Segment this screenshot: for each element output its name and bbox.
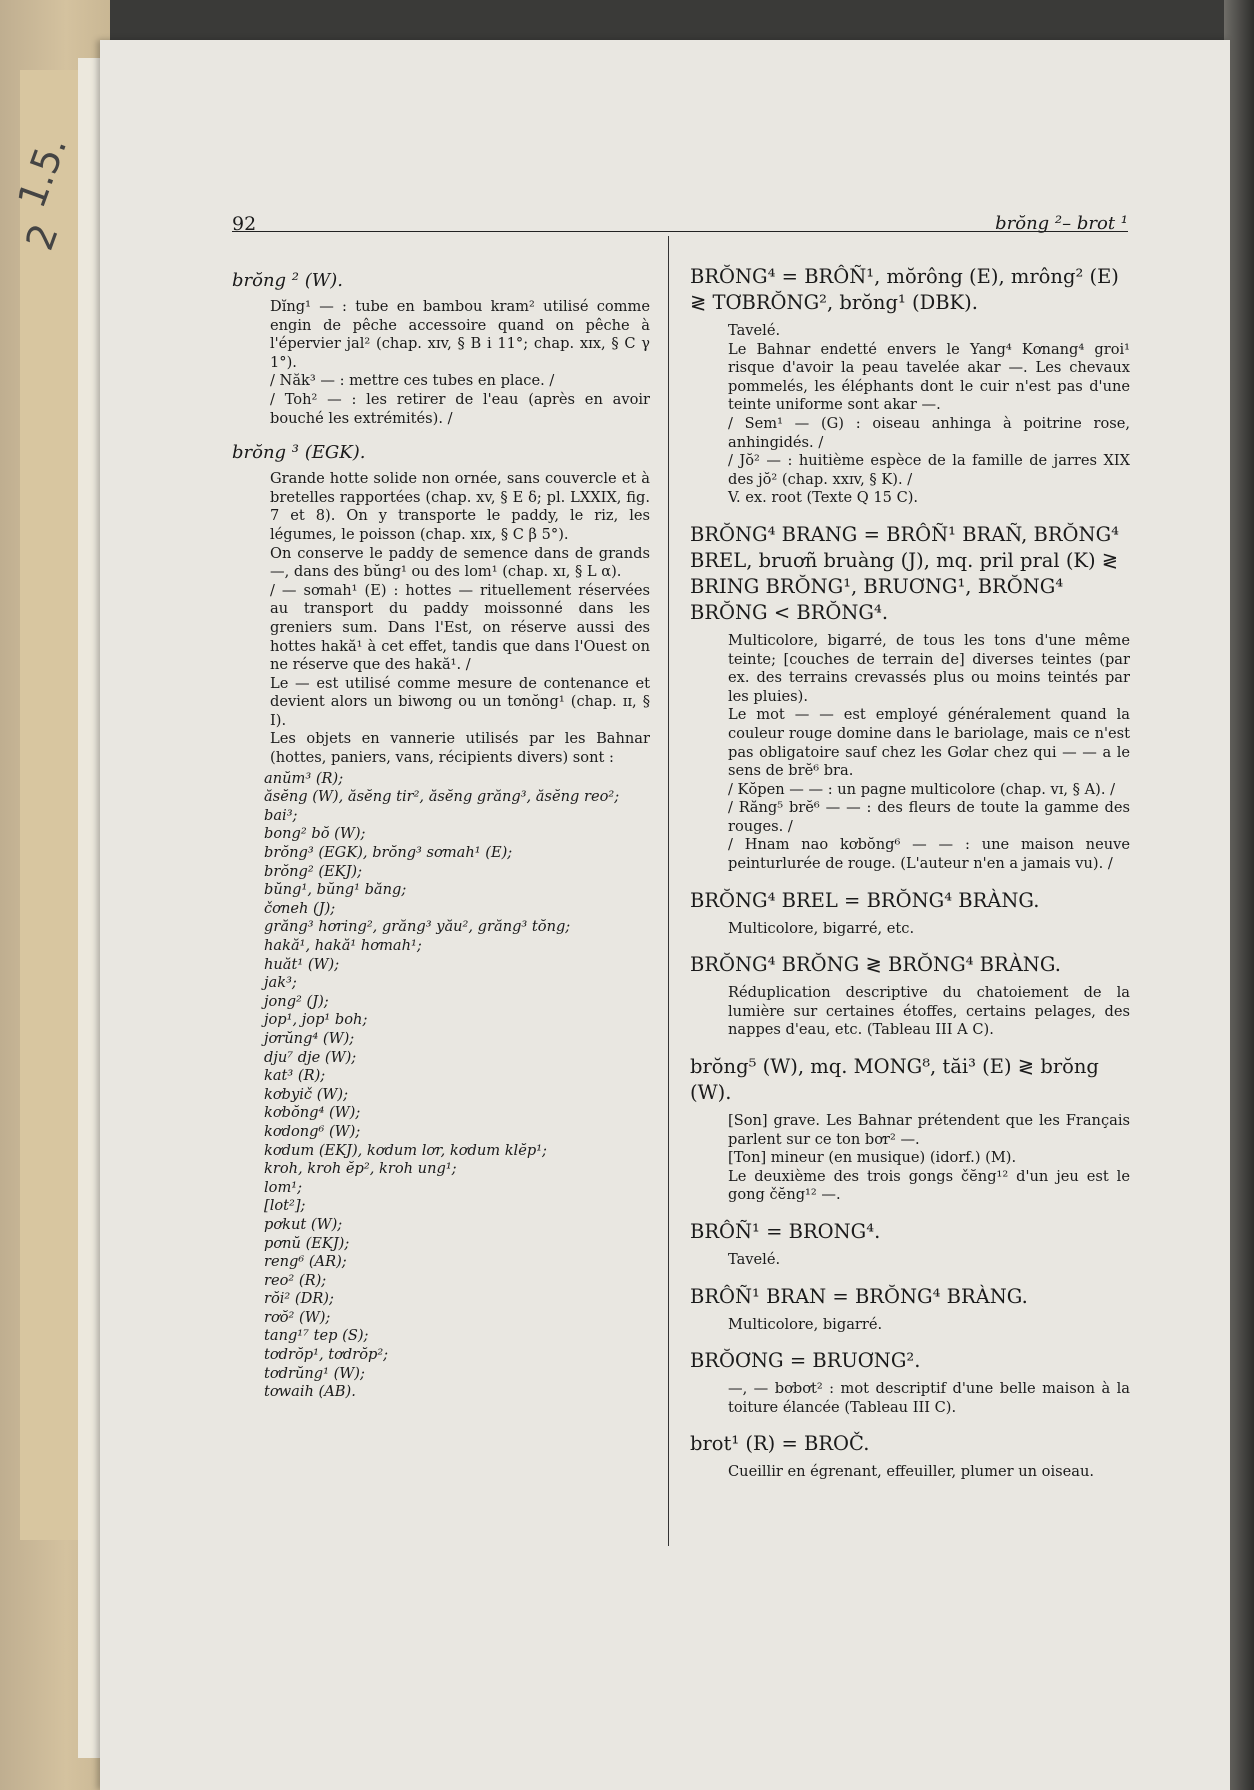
entry-headword: BRÔÑ¹ BRAN = BRŎNG⁴ BRÀNG. (690, 1284, 1028, 1308)
entry-paragraph: [Ton] mineur (en musique) (idorf.) (M). (728, 1149, 1017, 1167)
entry-paragraph: / Răng⁵ brĕ⁶ — — : des fleurs de toute la gamme des rouges. / (728, 799, 1130, 835)
entry-body (728, 632, 1130, 874)
entry-headword: BRŎNG⁴ = BRÔÑ¹, mŏrông (E), mrông² (E) ≷ TƠBRŎNG², brŏng¹ (DBK). (690, 265, 1119, 314)
entry-paragraph: Cueillir en égrenant, effeuiller, plumer un oiseau. (728, 1463, 1094, 1481)
entry-headword: brŏng⁵ (W), mq. MONG⁸, tăi³ (E) ≷ brŏng (W). (690, 1055, 1099, 1105)
list-item: bong² bŏ (W); (264, 825, 366, 843)
entry-paragraph: On conserve le paddy de semence dans de grands —, dans des bŭng¹ ou des lom¹ (chap. xɪ, § L α). (270, 544, 650, 581)
entry-headword: BRŎNG⁴ BRANG = BRÔÑ¹ BRAÑ, BRŎNG⁴ BREL, bruơñ bruàng (J), mq. pril pral (K) ≷ BRING BRŎNG¹, BRUƠNG¹, BRŎNG⁴ BRŎNG < BRŎNG⁴. (690, 522, 1119, 624)
entry-paragraph: / Jŏ² — : huitième espèce de la famille de jarres XIX des jŏ² (chap. xxɪv, § K). / (728, 452, 1130, 488)
entry-body (728, 1463, 1130, 1482)
list-item: jơrŭng⁴ (W); (264, 1029, 355, 1047)
margin-handwriting: 1.5. (9, 130, 76, 214)
entry-body (728, 1380, 1130, 1417)
entry-paragraph: Les objets en vannerie utilisés par les Bahnar (hottes, paniers, vans, récipients divers) sont : (270, 730, 650, 767)
list-item: hakă¹, hakă¹ hơmah¹; (264, 937, 422, 954)
list-item: bai³; (264, 806, 298, 824)
list-item: dju⁷ dje (W); (264, 1048, 357, 1066)
entry-paragraph: Réduplication descriptive du chatoiement de la lumière sur certaines étoffes, certains pelages, des nappes d'eau, etc. (Tableau III A C). (728, 984, 1130, 1039)
entry-paragraph: Le mot — — est employé généralement quand la couleur rouge domine dans le bariolage, mais ce n'est pas obligatoire sauf chez les Gơlar chez qui — — a le sens de brĕ⁶ bra. (728, 706, 1130, 780)
page-edge-strip (78, 58, 100, 1758)
entry-paragraph: Dĭng¹ — : tube en bambou kram² utilisé comme engin de pêche accessoire quand on pêche à l'épervier jal² (chap. xɪv, § B i 11°; chap. xɪx, § C γ 1°). (270, 298, 650, 371)
list-item: rŏi² (DR); (264, 1290, 334, 1308)
header-rule (232, 231, 1128, 232)
entry-paragraph: Tavelé. (728, 1251, 781, 1268)
running-head: brŏng ²– brot ¹ (995, 213, 1128, 234)
list-item: [lot²]; (264, 1197, 306, 1215)
margin-handwriting-2: 2 (17, 218, 67, 256)
entry-headword: BRŎƠNG = BRUƠNG². (690, 1349, 921, 1373)
list-item: brŏng³ (EGK), brŏng³ sơmah¹ (E); (264, 844, 513, 862)
entry-body (728, 322, 1130, 508)
entry-body (728, 984, 1130, 1040)
entry-paragraph: Le — est utilisé comme mesure de contenance et devient alors un biwơng ou un tơnŏng¹ (chap. ɪɪ, § I). (270, 674, 650, 729)
entry-body (270, 470, 650, 768)
entry-paragraph: V. ex. root (Texte Q 15 C). (728, 489, 919, 507)
entry-paragraph: / — sơmah¹ (E) : hottes — rituellement réservées au transport du paddy moissonné dans les greniers sum. Dans l'Est, on réserve aussi des hottes hakă¹ à cet effet, tandis que dans l'Ouest on ne réserve que des hakă¹. / (270, 581, 650, 674)
entry-paragraph: Multicolore, bigarré, etc. (728, 919, 915, 937)
entry-headword: BRÔÑ¹ = BRONG⁴. (690, 1220, 881, 1243)
list-item: huăt¹ (W); (264, 955, 340, 973)
entry-paragraph: / Kŏpen — — : un pagne multicolore (chap. vɪ, § A). / (728, 780, 1116, 798)
list-item: čơneh (J); (264, 899, 336, 917)
list-item: jop¹, jop¹ boh; (264, 1011, 368, 1029)
entry-body (728, 1251, 1130, 1270)
list-item: tang¹⁷ tep (S); (264, 1327, 369, 1345)
entry-paragraph: [Son] grave. Les Bahnar prétendent que les Français parlent sur ce ton bơr² —. (728, 1112, 1130, 1148)
list-item: kơbŏng⁴ (W); (264, 1104, 361, 1122)
entry-paragraph: Grande hotte solide non ornée, sans couvercle et à bretelles rapportées (chap. xv, § E δ; pl. LXXIX, fig. 7 et 8). On y transporte le paddy, le riz, les légumes, le poisson (chap. xɪx, § C β 5°). (270, 470, 650, 543)
list-item: anŭm³ (R); (264, 769, 344, 787)
list-item: reo² (R); (264, 1271, 327, 1289)
list-item: reng⁶ (AR); (264, 1253, 347, 1271)
list-item: tơwaih (AB). (264, 1383, 356, 1401)
entry-paragraph: Multicolore, bigarré. (728, 1315, 883, 1333)
entry-headword: brot¹ (R) = BROČ. (690, 1432, 870, 1456)
list-item: rơŏ² (W); (264, 1308, 331, 1326)
left-column (232, 270, 650, 1402)
list-item: pơnŭ (EKJ); (264, 1234, 350, 1252)
entry-paragraph: / Sem¹ — (G) : oiseau anhinga à poitrine rose, anhingidés. / (728, 414, 1130, 451)
page-header (232, 213, 1128, 239)
list-item: ăsĕng (W), ăsĕng tir², ăsĕng grăng³, ăsĕng reo²; (264, 788, 620, 806)
list-item: kơdum (EKJ), kơdum lơr, kơdum klĕp¹; (264, 1141, 547, 1159)
list-item: kơdong⁶ (W); (264, 1122, 361, 1140)
list-item: jak³; (264, 974, 297, 992)
entry-headword: BRŎNG⁴ BRŎNG ≷ BRŎNG⁴ BRÀNG. (690, 953, 1061, 977)
list-item: grăng³ hơring², grăng³ yău², grăng³ tŏng; (264, 918, 571, 936)
entry-body (270, 298, 650, 428)
list-item: bŭng¹, bŭng¹ băng; (264, 881, 407, 899)
column-divider (668, 236, 669, 1546)
entry-headword: brŏng ³ (EGK). (232, 442, 366, 464)
entry-paragraph: Le Bahnar endetté envers le Yang⁴ Kơnang⁴ groi¹ risque d'avoir la peau tavelée akar —. Les chevaux pommelés, les éléphants dont le cuir n'est pas d'une teinte uniforme sont akar —. (728, 340, 1130, 414)
entry-body (728, 1112, 1130, 1205)
page-number: 92 (232, 213, 257, 235)
right-column (690, 264, 1130, 1482)
entry-headword: brŏng ² (W). (232, 270, 344, 291)
basketry-list (264, 770, 650, 1402)
entry-paragraph: —, — bơbơt² : mot descriptif d'une belle maison à la toiture élancée (Tableau III C). (728, 1380, 1130, 1416)
list-item: kroh, kroh ĕp², kroh ung¹; (264, 1160, 457, 1178)
entry-paragraph: / Năk³ — : mettre ces tubes en place. / (270, 372, 555, 390)
list-item: brŏng² (EKJ); (264, 862, 363, 880)
list-item: tơdrŭng¹ (W); (264, 1364, 365, 1382)
entry-headword: BRŎNG⁴ BREL = BRŎNG⁴ BRÀNG. (690, 888, 1040, 912)
entry-paragraph: Le deuxième des trois gongs čĕng¹² d'un jeu est le gong čĕng¹² —. (728, 1167, 1130, 1204)
list-item: lom¹; (264, 1178, 303, 1196)
list-item: kat³ (R); (264, 1067, 326, 1085)
entry-paragraph: / Hnam nao kơbŏng⁶ — — : une maison neuve peinturlurée de rouge. (L'auteur n'en a jamais vu). / (728, 836, 1130, 873)
entry-paragraph: Multicolore, bigarré, de tous les tons d'une même teinte; [couches de terrain de] diverses teintes (par ex. des terrains crevassés plus ou moins teintés par les pluies). (728, 631, 1130, 705)
list-item: pơkut (W); (264, 1215, 343, 1233)
list-item: kơbyič (W); (264, 1085, 348, 1103)
list-item: tơdrŏp¹, tơdrŏp²; (264, 1346, 389, 1364)
entry-body (728, 1316, 1130, 1335)
entry-paragraph: / Toh² — : les retirer de l'eau (après en avoir bouché les extrémités). / (270, 390, 650, 427)
entry-body (728, 920, 1130, 939)
entry-paragraph: Tavelé. (728, 322, 781, 339)
list-item: jong² (J); (264, 992, 329, 1010)
